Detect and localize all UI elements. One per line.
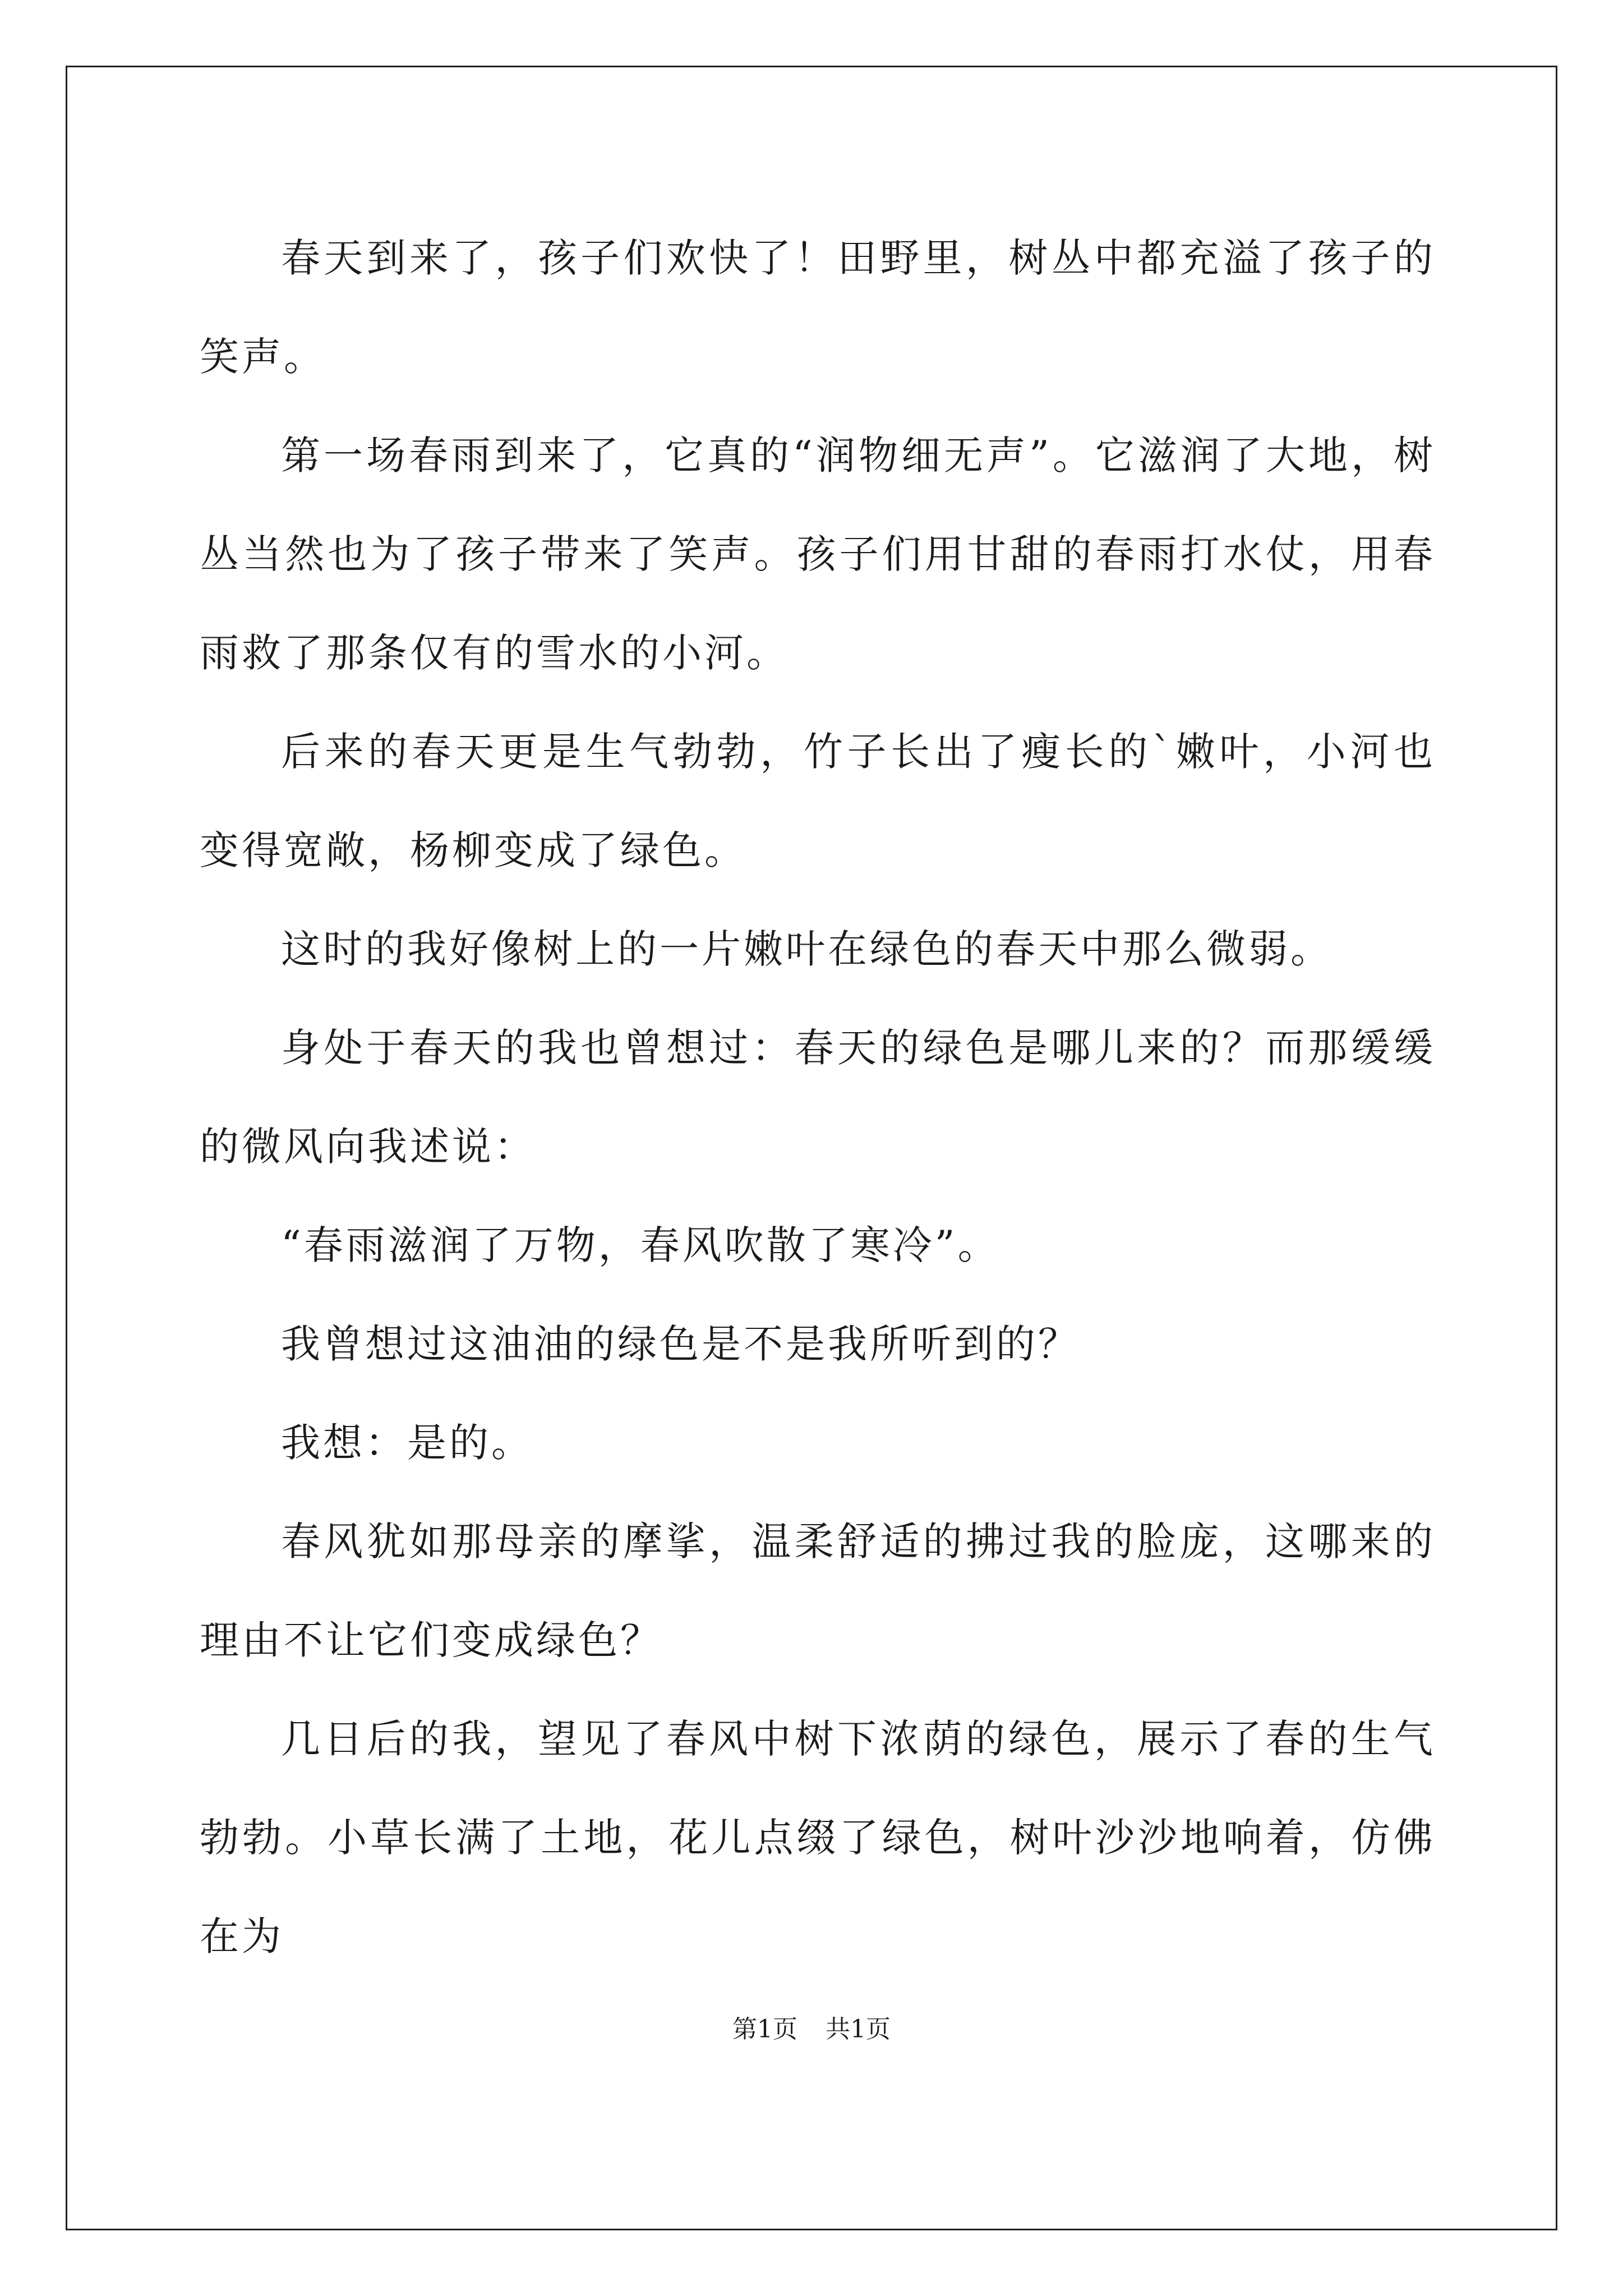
paragraph: “春雨滋润了万物，春风吹散了寒冷”。 [281, 1222, 1000, 1268]
page-number-current: 第1页 [732, 2015, 797, 2044]
paragraph: 第一场春雨到来了，它真的“润物细无声”。它滋润了大地，树丛当然也为了孩子带来了笑声。孩子们用甘甜的春雨打水仗，用春雨救了那条仅有的雪水的小河。 [200, 432, 1436, 676]
paragraph: 我曾想过这油油的绿色是不是我所听到的？ [281, 1321, 1080, 1367]
paragraph: 几日后的我，望见了春风中树下浓荫的绿色，展示了春的生气勃勃。小草长满了土地，花儿点缀了绿色，树叶沙沙地响着，仿佛在为 [200, 1716, 1436, 1959]
page-number-total: 共1页 [826, 2015, 891, 2044]
paragraph: 后来的春天更是生气勃勃，竹子长出了瘦长的`嫩叶，小河也变得宽敞，杨柳变成了绿色。 [200, 729, 1436, 873]
document-body [200, 209, 1436, 1986]
paragraph: 春风犹如那母亲的摩挲，温柔舒适的拂过我的脸庞，这哪来的理由不让它们变成绿色？ [200, 1519, 1436, 1663]
paragraph: 我想：是的。 [281, 1420, 533, 1466]
paragraph: 这时的我好像树上的一片嫩叶在绿色的春天中那么微弱。 [281, 926, 1332, 972]
paragraph: 身处于春天的我也曾想过：春天的绿色是哪儿来的？而那缓缓的微风向我述说： [200, 1025, 1436, 1170]
paragraph: 春天到来了，孩子们欢快了！田野里，树丛中都充溢了孩子的笑声。 [200, 235, 1436, 380]
page-footer [0, 2013, 1623, 2046]
